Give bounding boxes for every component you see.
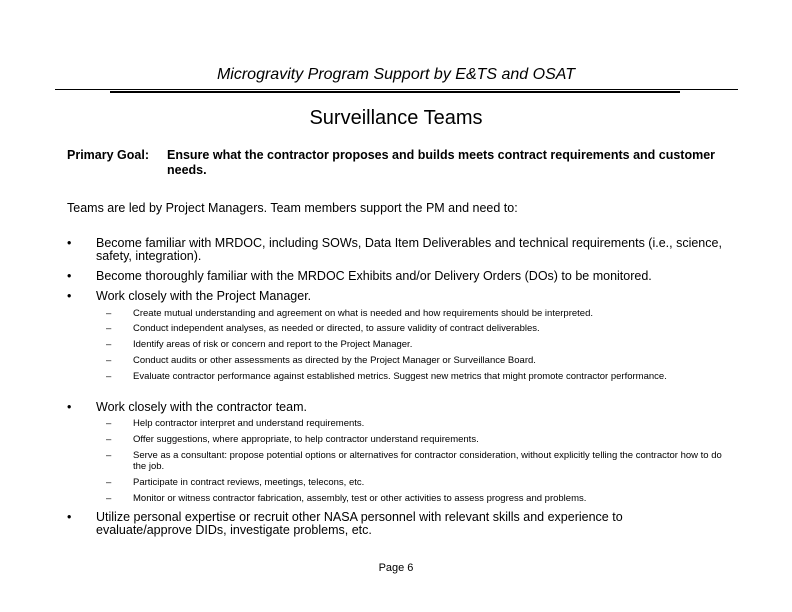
bullet-text: Become familiar with MRDOC, including SOWs, Data Item Deliverables and technical requirements (i.e., science, safety, integration). <box>96 236 722 263</box>
sub-item-text: Identify areas of risk or concern and report to the Project Manager. <box>133 339 413 350</box>
dash-marker: – <box>106 493 112 504</box>
dash-marker: – <box>106 339 112 350</box>
dash-marker: – <box>106 477 112 488</box>
header-rule-thin <box>55 89 738 90</box>
bullet-text: Become thoroughly familiar with the MRDOC Exhibits and/or Delivery Orders (DOs) to be monitored. <box>96 269 652 283</box>
dash-marker: – <box>106 371 112 382</box>
bullet-marker: • <box>67 289 72 303</box>
dash-marker: – <box>106 355 112 366</box>
bullet-marker: • <box>67 269 72 283</box>
sub-item-text: Create mutual understanding and agreement on what is needed and how requirements should be interpreted. <box>133 308 593 319</box>
dash-marker: – <box>106 450 112 461</box>
dash-marker: – <box>106 323 112 334</box>
sub-item-text: Participate in contract reviews, meetings, telecons, etc. <box>133 477 365 488</box>
sub-item-text: Evaluate contractor performance against established metrics. Suggest new metrics that might promote contractor performance. <box>133 371 667 382</box>
sub-item-text: Monitor or witness contractor fabrication, assembly, test or other activities to assess progress and problems. <box>133 493 587 504</box>
bullet-marker: • <box>67 510 72 524</box>
primary-goal-label: Primary Goal: <box>67 148 149 162</box>
intro-paragraph: Teams are led by Project Managers. Team members support the PM and need to: <box>67 201 518 215</box>
bullet-text: Utilize personal expertise or recruit other NASA personnel with relevant skills and experience to evaluate/approve DIDs, investigate problems, etc. <box>96 510 623 537</box>
sub-item-text: Serve as a consultant: propose potential options or alternatives for contractor consideration, without explicitly telling the contractor how to do the job. <box>133 450 722 472</box>
section-title: Surveillance Teams <box>309 107 483 129</box>
header-rule-thick <box>110 91 680 93</box>
bullet-text: Work closely with the Project Manager. <box>96 289 312 303</box>
bullet-marker: • <box>67 236 72 250</box>
bullet-text: Work closely with the contractor team. <box>96 400 307 414</box>
document-header-title: Microgravity Program Support by E&TS and OSAT <box>216 66 576 83</box>
sub-item-text: Offer suggestions, where appropriate, to help contractor understand requirements. <box>133 434 479 445</box>
sub-item-text: Help contractor interpret and understand requirements. <box>133 418 365 429</box>
page-number: Page 6 <box>378 562 414 574</box>
dash-marker: – <box>106 308 112 319</box>
dash-marker: – <box>106 418 112 429</box>
dash-marker: – <box>106 434 112 445</box>
bullet-marker: • <box>67 400 72 414</box>
primary-goal-text: Ensure what the contractor proposes and builds meets contract requirements and customer needs. <box>167 148 716 177</box>
sub-item-text: Conduct independent analyses, as needed or directed, to assure validity of contract deliverables. <box>133 323 540 334</box>
sub-item-text: Conduct audits or other assessments as directed by the Project Manager or Surveillance Board. <box>133 355 536 366</box>
